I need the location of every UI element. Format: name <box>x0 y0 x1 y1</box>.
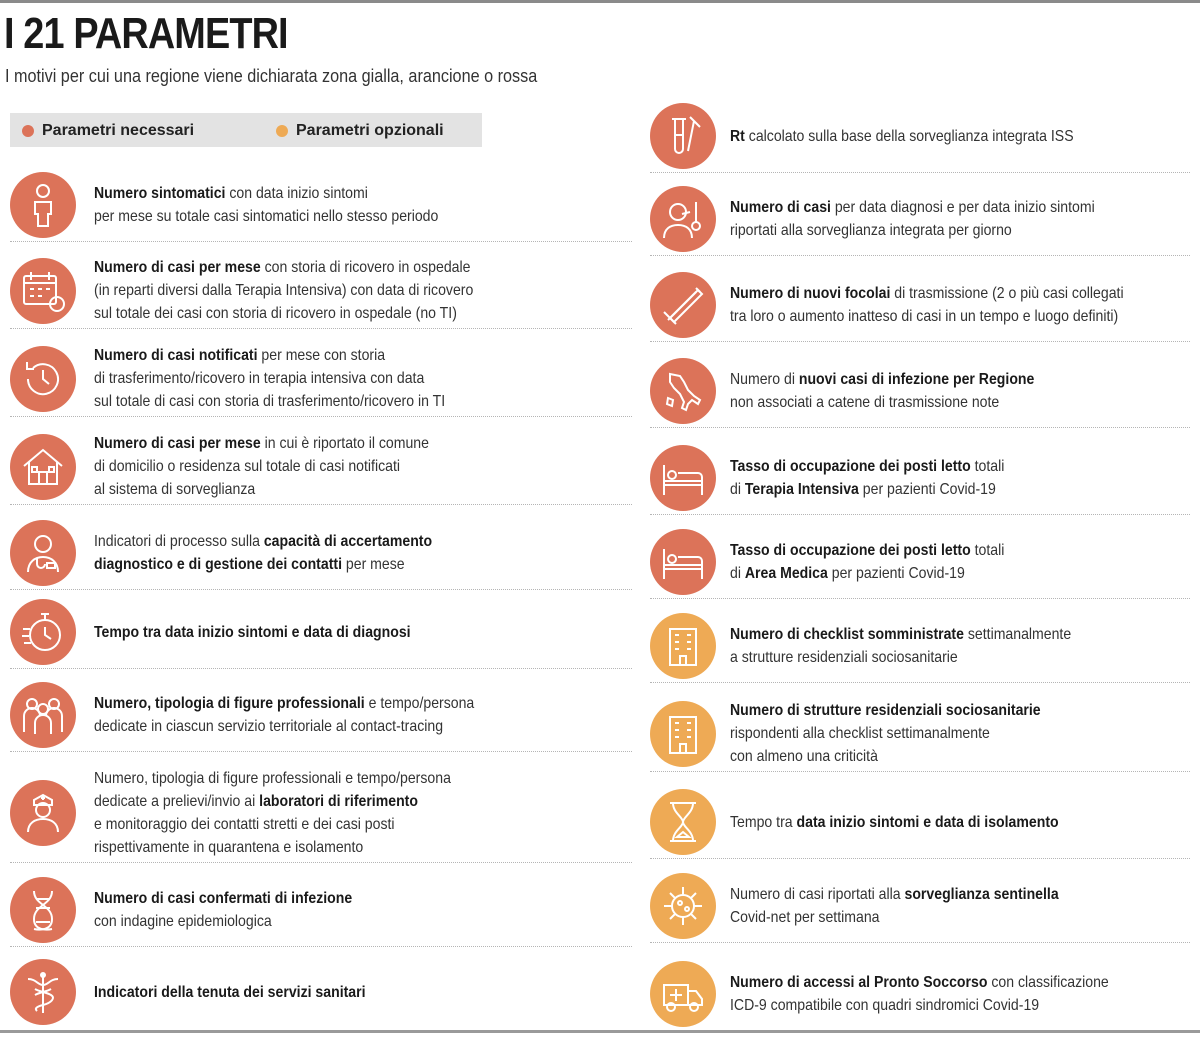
page-title: I 21 PARAMETRI <box>4 9 288 58</box>
parameter-text: Tempo tra data inizio sintomi e data di diagnosi <box>94 623 411 641</box>
legend <box>10 113 482 147</box>
parameter-text: Numero di checklist somministrate settimanalmente a strutture residenziali sociosanitarie <box>730 626 1072 666</box>
patient-thermometer-icon <box>650 186 716 252</box>
parameter-row <box>10 959 632 1025</box>
parameter-row <box>10 344 632 413</box>
parameter-text: Numero di casi notificati per mese con storia di trasferimento/ricovero in terapia intensiva con data sul totale di casi con storia di trasferimento/ricovero in TI <box>94 347 446 410</box>
swab-icon <box>650 272 716 338</box>
test-tube-icon <box>650 103 716 169</box>
parameter-text: Numero, tipologia di figure professionali e tempo/persona dedicate in ciascun servizio territoriale al contact-tracing <box>94 695 475 735</box>
parameter-text: Numero di casi riportati alla sorveglianza sentinella Covid-net per settimana <box>730 886 1059 926</box>
top-rule <box>0 0 1200 3</box>
house-icon <box>10 434 76 500</box>
nurse-icon <box>10 780 76 846</box>
parameter-text: Numero di casi per data diagnosi e per data inizio sintomi riportati alla sorveglianza integrata per giorno <box>730 199 1095 239</box>
page-subtitle: I motivi per cui una regione viene dichiarata zona gialla, arancione o rossa <box>5 66 538 86</box>
parameter-row <box>10 256 632 325</box>
parameter-row <box>10 682 632 748</box>
parameter-row <box>650 789 1190 855</box>
clock-arrow-icon <box>10 346 76 412</box>
parameter-text: Numero di accessi al Pronto Soccorso con classificazione ICD-9 compatibile con quadri sindromici Covid-19 <box>730 974 1109 1014</box>
dna-icon <box>10 877 76 943</box>
parameter-text: Numero di nuovi casi di infezione per Regione non associati a catene di trasmissione note <box>730 371 1035 411</box>
legend-optional <box>276 122 444 140</box>
parameter-text: Tasso di occupazione dei posti letto totali di Area Medica per pazienti Covid-19 <box>730 542 1005 582</box>
legend-optional-label: Parametri opzionali <box>296 122 444 139</box>
parameter-text: Numero di casi per mese con storia di ricovero in ospedale (in reparti diversi dalla Terapia Intensiva) con data di ricovero sul totale dei casi con storia di ricovero in ospedale (no TI) <box>94 259 474 322</box>
bottom-rule <box>0 1030 1200 1033</box>
parameter-text: Tasso di occupazione dei posti letto totali di Terapia Intensiva per pazienti Covid-19 <box>730 458 1005 498</box>
doctor-icon <box>10 520 76 586</box>
person-icon <box>10 172 76 238</box>
parameter-text: Indicatori della tenuta dei servizi sanitari <box>94 983 366 1001</box>
calendar-icon <box>10 258 76 324</box>
parameter-text: Numero di casi per mese in cui è riportato il comune di domicilio o residenza sul totale di casi notificati al sistema di sorveglianza <box>94 435 429 498</box>
legend-necessary-label: Parametri necessari <box>42 122 195 139</box>
hospital-bed-icon <box>650 529 716 595</box>
hourglass-icon <box>650 789 716 855</box>
caduceus-icon <box>10 959 76 1025</box>
parameter-row <box>650 103 1190 169</box>
parameter-row <box>650 873 1190 939</box>
ambulance-icon <box>650 961 716 1027</box>
parameter-text: Numero di nuovi focolai di trasmissione (2 o più casi collegati tra loro o aumento inatteso di casi in un tempo e luogo definiti) <box>730 285 1124 325</box>
parameter-text: Numero sintomatici con data inizio sintomi per mese su totale casi sintomatici nello stesso periodo <box>94 185 439 225</box>
virus-icon <box>650 873 716 939</box>
parameter-row <box>10 767 632 859</box>
building-icon <box>650 613 716 679</box>
parameter-row <box>650 358 1190 424</box>
parameter-row <box>10 877 632 943</box>
parameter-row <box>10 599 632 665</box>
parameter-text: Tempo tra data inizio sintomi e data di isolamento <box>730 813 1059 831</box>
parameter-text: Numero di strutture residenziali sociosanitarie rispondenti alla checklist settimanalmente con almeno una criticità <box>730 702 1041 765</box>
parameter-row <box>650 529 1190 595</box>
parameter-row <box>10 172 632 238</box>
stopwatch-icon <box>10 599 76 665</box>
parameter-row <box>10 432 632 501</box>
necessary-dot-icon <box>22 125 34 137</box>
italy-map-icon <box>650 358 716 424</box>
optional-dot-icon <box>276 125 288 137</box>
parameter-row <box>650 272 1190 338</box>
parameter-row <box>650 961 1190 1027</box>
parameter-row <box>650 699 1190 768</box>
team-icon <box>10 682 76 748</box>
parameter-row <box>650 186 1190 252</box>
legend-necessary <box>22 122 194 140</box>
hospital-bed-icon <box>650 445 716 511</box>
parameter-text: Numero, tipologia di figure professionali e tempo/persona dedicate a prelievi/invio ai laboratori di riferimento e monitoraggio dei contatti stretti e dei casi posti rispettivamente in quarantena e isolamento <box>94 770 451 856</box>
parameter-text: Indicatori di processo sulla capacità di accertamento diagnostico e di gestione dei contatti per mese <box>94 533 433 573</box>
building-icon <box>650 701 716 767</box>
parameter-row <box>650 445 1190 511</box>
parameter-row <box>10 520 632 586</box>
parameter-text: Numero di casi confermati di infezione con indagine epidemiologica <box>94 890 353 930</box>
parameter-row <box>650 613 1190 679</box>
parameter-text: Rt calcolato sulla base della sorveglianza integrata ISS <box>730 127 1074 145</box>
